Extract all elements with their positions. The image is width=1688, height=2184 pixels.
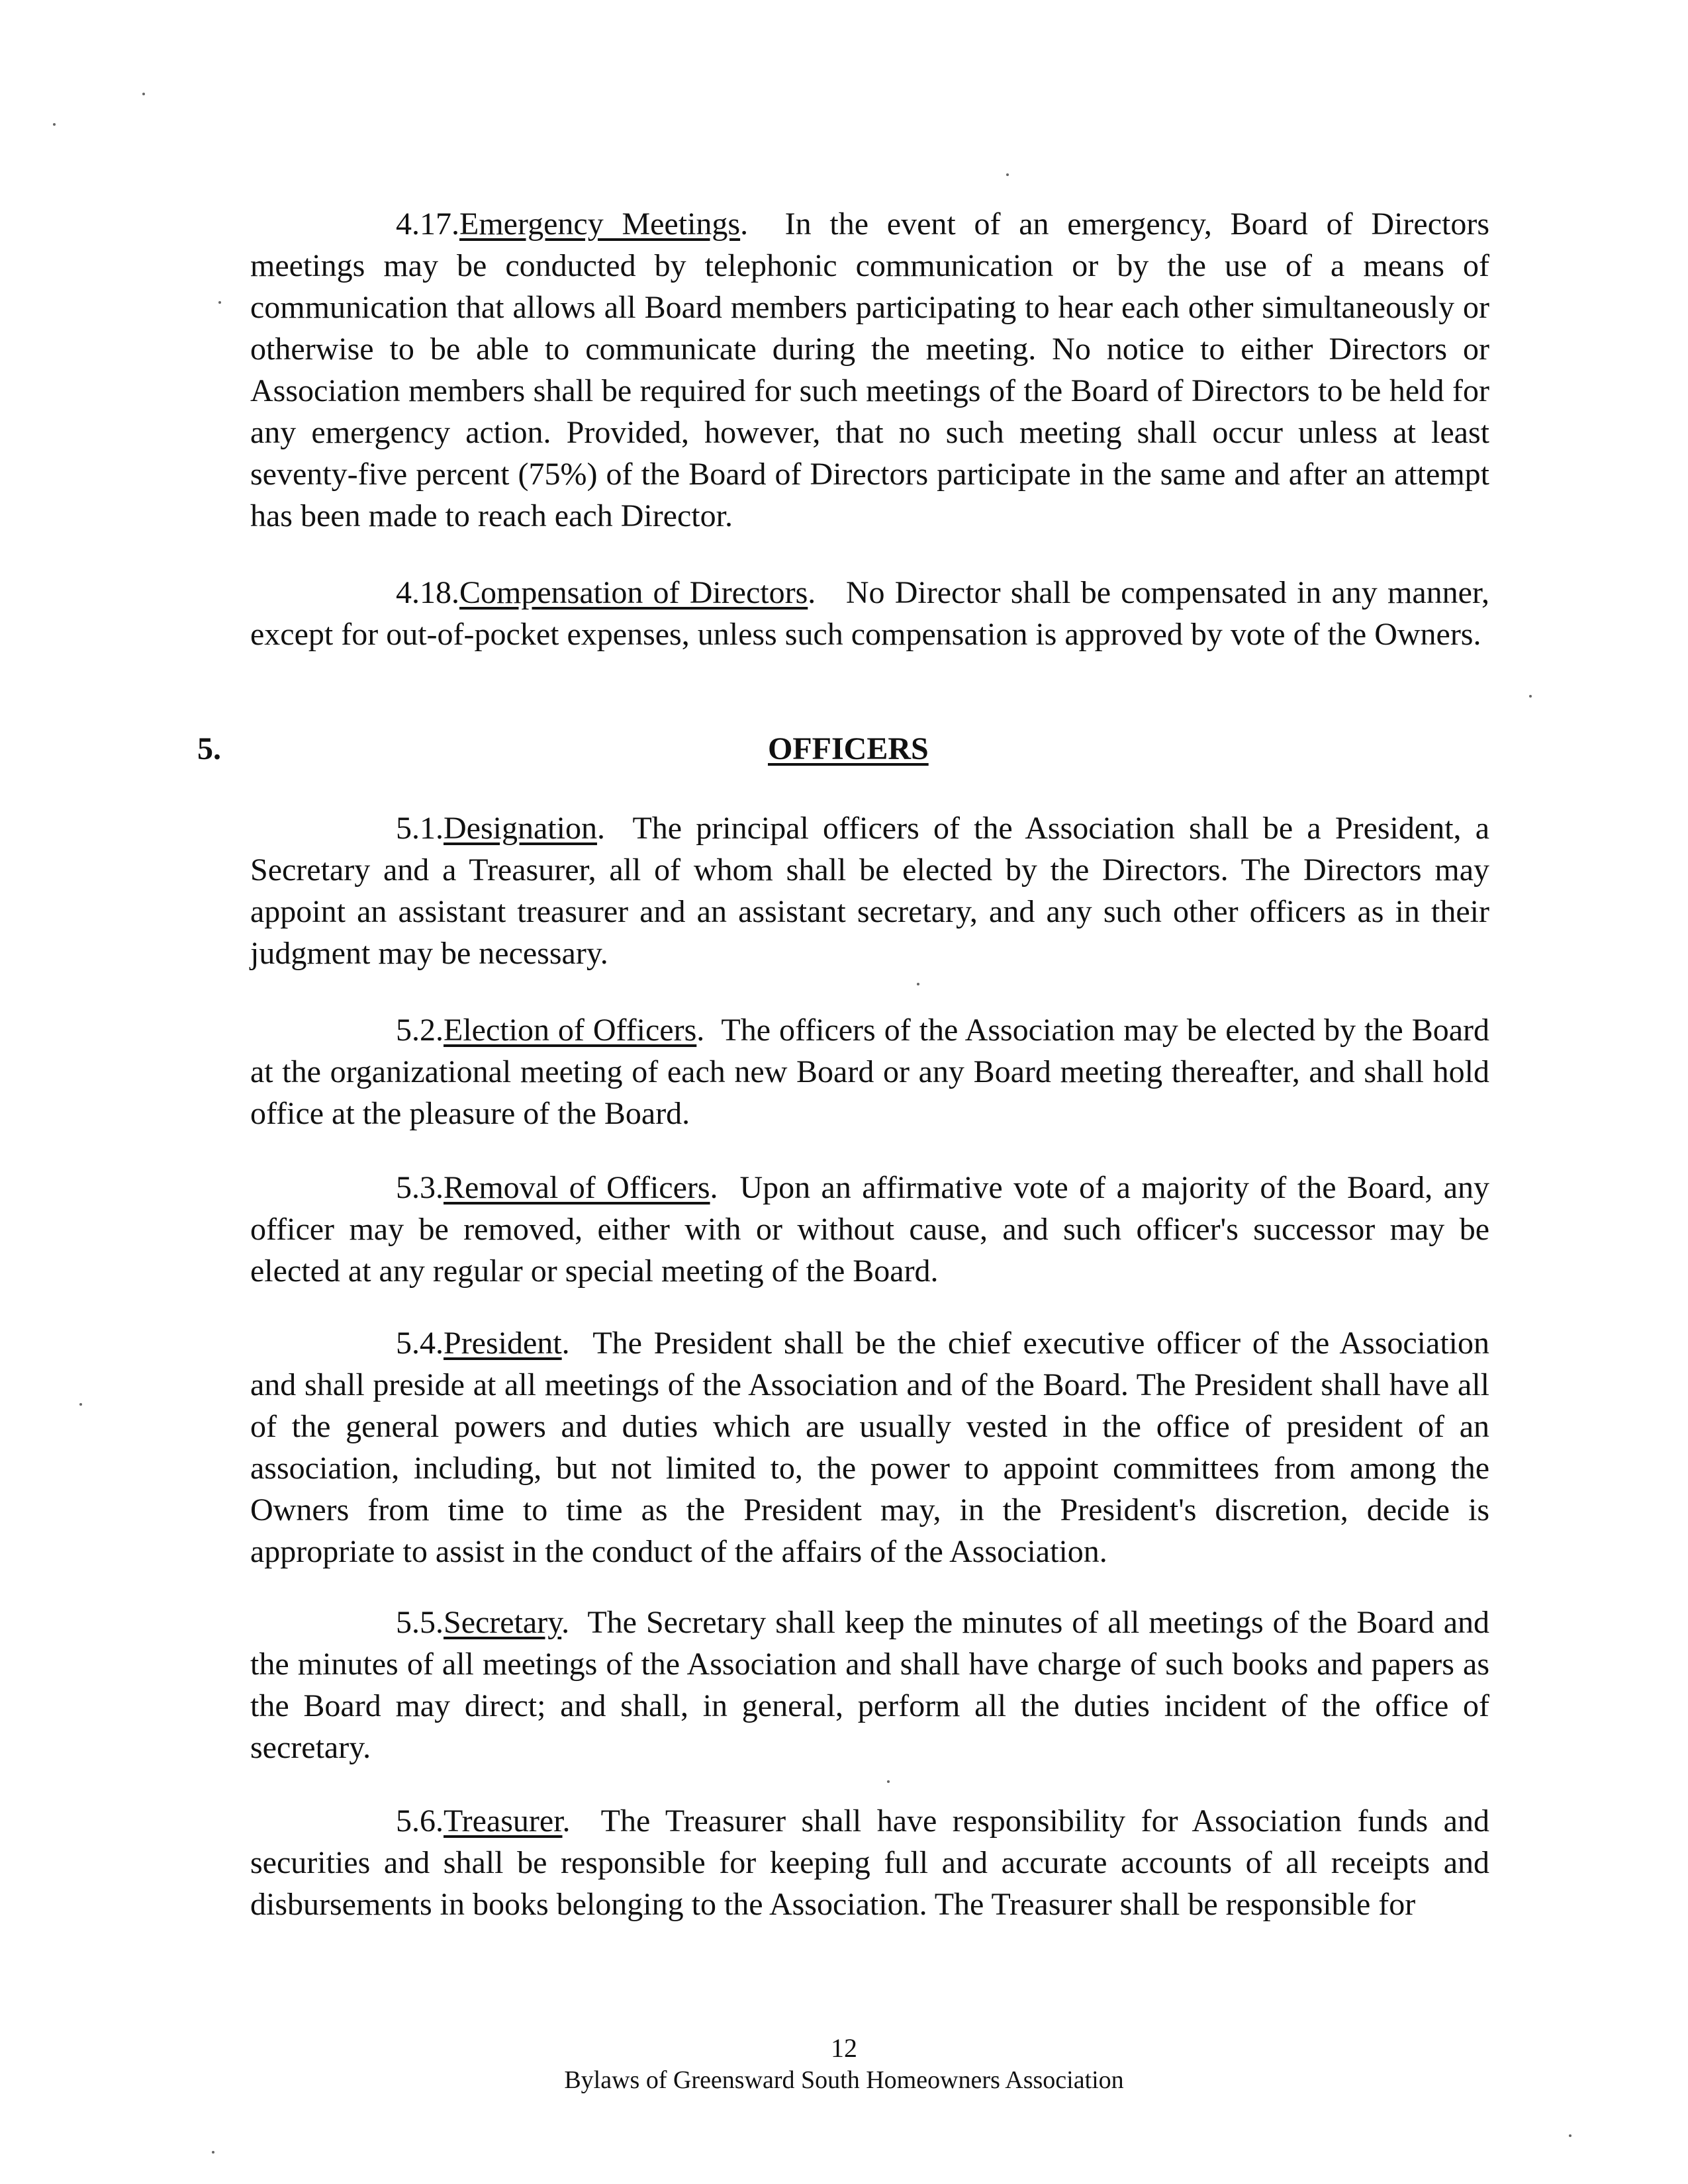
section-5-1: 5.1.Designation. The principal officers of the Association shall be a President, a Secretary and a Treasurer, all of whom shall be elected by the Directors. The Directors may appoint an assistant treasurer and an assistant secretary, and any such other officers as in their judgment may be necessary. (250, 811, 1490, 971)
section-heading: Treasurer (444, 1803, 563, 1839)
section-4-17: 4.17.Emergency Meetings. In the event of an emergency, Board of Directors meetings may be conducted by telephonic communication or by the use of a means of communication that allows all Board members participating to hear each other simultaneously or otherwise to be able to communicate during the meeting. No notice to either Directors or Association members shall be required for such meetings of the Board of Directors to be held for any emergency action. Provided, however, that no such meeting shall occur unless at least seventy-five percent (75%) of the Board of Directors participate in the same and after an attempt has been made to reach each Director. (250, 206, 1490, 533)
section-5-4: 5.4.President. The President shall be the chief executive officer of the Association and shall preside at all meetings of the Association and of the Board. The President shall have all of the general powers and duties which are usually vested in the office of president of an association, including, but not limited to, the power to appoint committees from among the Owners from time to time as the President may, in the President's discretion, decide is appropriate to assist in the conduct of the affairs of the Association. (250, 1326, 1489, 1569)
section-heading: Designation (444, 811, 597, 846)
section-number: 5.1. (396, 811, 444, 846)
section-5-6: 5.6.Treasurer. The Treasurer shall have responsibility for Association funds and securities and shall be responsible for keeping full and accurate accounts of all receipts and disbursements in books belonging to the Association. The Treasurer shall be responsible for (250, 1803, 1489, 1922)
scan-speck (218, 301, 221, 304)
scan-speck (917, 983, 919, 985)
section-body: In the event of an emergency, Board of Directors meetings may be conducted by telephonic communication or by the use of a means of communication that allows all Board members participating to hear each other simultaneously or otherwise to be able to communicate during the meeting. No notice to either Directors or Association members shall be required for such meetings of the Board of Directors to be held for any emergency action. Provided, however, that no such meeting shall occur unless at least seventy-five percent (75%) of the Board of Directors participate in the same and after an attempt has been made to reach each Director. (250, 206, 1490, 533)
section-5-3: 5.3.Removal of Officers. Upon an affirmative vote of a majority of the Board, any officer may be removed, either with or without cause, and such officer's successor may be elected at any regular or special meeting of the Board. (250, 1170, 1489, 1289)
scan-speck (1529, 695, 1532, 698)
article-number: 5. (197, 731, 221, 766)
page-number: 12 (831, 2033, 857, 2063)
footer-document-title: Bylaws of Greensward South Homeowners Association (564, 2066, 1124, 2094)
section-body: The officers of the Association may be elected by the Board at the organizational meeting of each new Board or any Board meeting thereafter, and shall hold office at the pleasure of the Board. (250, 1013, 1490, 1131)
section-body: The Treasurer shall have responsibility for Association funds and securities and shall be responsible for keeping full and accurate accounts of all receipts and disbursements in books belonging to the Association. The Treasurer shall be responsible for (250, 1803, 1489, 1922)
section-body: The President shall be the chief executive officer of the Association and shall preside at all meetings of the Association and of the Board. The President shall have all of the general powers and duties which are usually vested in the office of president of an association, including, but not limited to, the power to appoint committees from among the Owners from time to time as the President may, in the President's discretion, decide is appropriate to assist in the conduct of the affairs of the Association. (250, 1326, 1489, 1569)
scan-speck (142, 93, 145, 95)
scan-speck (212, 2151, 214, 2154)
scan-speck (79, 1403, 82, 1406)
scan-speck (887, 1780, 890, 1783)
section-heading: Emergency Meetings (459, 206, 741, 242)
section-body: The principal officers of the Association shall be a President, a Secretary and a Treasurer, all of whom shall be elected by the Directors. The Directors may appoint an assistant treasurer and an assistant secretary, and any such other officers as in their judgment may be necessary. (250, 811, 1490, 971)
section-heading: Compensation of Directors (459, 575, 808, 610)
scan-speck (1006, 173, 1009, 176)
section-heading: Removal of Officers (444, 1170, 710, 1205)
section-5-5: 5.5.Secretary. The Secretary shall keep the minutes of all meetings of the Board and the minutes of all meetings of the Association and shall have charge of such books and papers as the Board may direct; and shall, in general, perform all the duties incident of the office of secretary. (250, 1605, 1490, 1765)
scan-speck (1569, 2134, 1571, 2137)
section-number: 4.18. (396, 575, 459, 610)
section-number: 5.4. (396, 1326, 444, 1361)
section-number: 5.3. (396, 1170, 444, 1205)
section-number: 5.2. (396, 1013, 444, 1048)
article-title: OFFICERS (768, 731, 929, 766)
section-heading: Secretary (444, 1605, 562, 1640)
section-body: The Secretary shall keep the minutes of all meetings of the Board and the minutes of all meetings of the Association and shall have charge of such books and papers as the Board may direct; and shall, in general, perform all the duties incident of the office of secretary. (250, 1605, 1490, 1765)
section-body: Upon an affirmative vote of a majority of the Board, any officer may be removed, either with or without cause, and such officer's successor may be elected at any regular or special meeting of the Board. (250, 1170, 1489, 1289)
section-number: 5.5. (396, 1605, 444, 1640)
section-4-18: 4.18.Compensation of Directors. No Director shall be compensated in any manner, except for out-of-pocket expenses, unless such compensation is approved by vote of the Owners. (250, 575, 1489, 652)
section-5-2: 5.2.Election of Officers. The officers of the Association may be elected by the Board at the organizational meeting of each new Board or any Board meeting thereafter, and shall hold office at the pleasure of the Board. (250, 1013, 1490, 1131)
section-body: No Director shall be compensated in any manner, except for out-of-pocket expenses, unless such compensation is approved by vote of the Owners. (250, 575, 1489, 652)
scan-speck (53, 123, 56, 126)
section-number: 5.6. (396, 1803, 444, 1839)
section-heading: President (444, 1326, 562, 1361)
section-number: 4.17. (396, 206, 459, 242)
section-heading: Election of Officers (444, 1013, 697, 1048)
